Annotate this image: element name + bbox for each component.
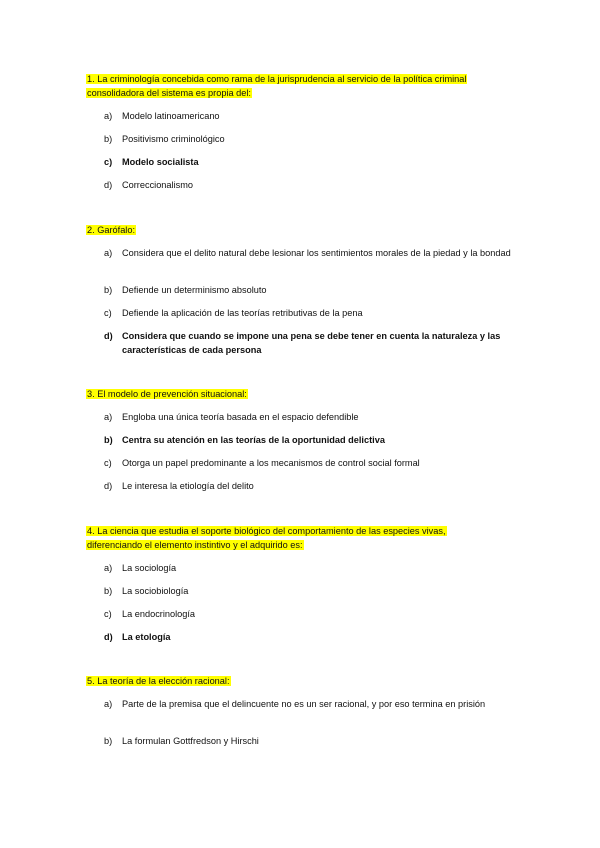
option-letter: b) xyxy=(104,435,113,445)
answer-option xyxy=(86,479,526,493)
option-text: La formulan Gottfredson y Hirschi xyxy=(122,736,259,746)
option-text: Modelo latinoamericano xyxy=(122,111,220,121)
option-text: Centra su atención en las teorías de la oportunidad delictiva xyxy=(122,435,385,445)
option-text: La etología xyxy=(122,632,171,642)
option-letter: d) xyxy=(104,481,113,491)
option-text: Defiende un determinismo absoluto xyxy=(122,285,267,295)
option-letter: b) xyxy=(104,736,113,746)
question-1 xyxy=(86,72,526,196)
option-letter: c) xyxy=(104,609,112,619)
question-title xyxy=(86,674,526,688)
option-text: Parte de la premisa que el delincuente no es un ser racional, y por eso termina en prisión xyxy=(122,699,486,709)
question-title-line: 5. La teoría de la elección racional: xyxy=(87,676,230,686)
option-text: La sociobiología xyxy=(122,586,189,596)
answer-option xyxy=(86,283,526,297)
question-title-line: diferenciando el elemento instintivo y el adquirido es: xyxy=(87,540,303,550)
option-letter: d) xyxy=(104,632,113,642)
answer-option-correct xyxy=(86,630,526,644)
question-title xyxy=(86,524,526,552)
option-letter: a) xyxy=(104,699,113,709)
option-text: Otorga un papel predominante a los mecanismos de control social formal xyxy=(122,458,420,468)
option-text: Engloba una única teoría basada en el espacio defendible xyxy=(122,412,359,422)
answer-option-correct xyxy=(86,329,526,357)
question-4 xyxy=(86,524,526,648)
question-title-line: 1. La criminología concebida como rama de la jurisprudencia al servicio de la política criminal xyxy=(87,74,467,84)
option-letter: c) xyxy=(104,308,112,318)
option-letter: a) xyxy=(104,412,113,422)
option-text: Positivismo criminológico xyxy=(122,134,225,144)
answer-option xyxy=(86,456,526,470)
answer-option xyxy=(86,584,526,598)
answer-option xyxy=(86,132,526,146)
answer-option xyxy=(86,178,526,192)
question-title xyxy=(86,387,526,401)
answer-option xyxy=(86,410,526,424)
answer-option xyxy=(86,561,526,575)
answer-option xyxy=(86,697,526,711)
question-title xyxy=(86,223,526,237)
option-text: La endocrinología xyxy=(122,609,196,619)
question-title-line: 4. La ciencia que estudia el soporte biológico del comportamiento de las especies vivas, xyxy=(87,526,446,536)
option-letter: c) xyxy=(104,157,113,167)
option-text: Defiende la aplicación de las teorías retributivas de la pena xyxy=(122,308,363,318)
option-text: Considera que el delito natural debe lesionar los sentimientos morales de la piedad y la bondad xyxy=(122,248,511,258)
answer-option-correct xyxy=(86,433,526,447)
option-letter: c) xyxy=(104,458,112,468)
option-letter: b) xyxy=(104,586,113,596)
question-title-line: consolidadora del sistema es propia del: xyxy=(87,88,251,98)
option-text: Le interesa la etiología del delito xyxy=(122,481,254,491)
question-title-line: 2. Garófalo: xyxy=(87,225,136,235)
option-text: Modelo socialista xyxy=(122,157,199,167)
option-letter: a) xyxy=(104,248,113,258)
question-2 xyxy=(86,223,526,361)
option-letter: a) xyxy=(104,563,113,573)
question-5 xyxy=(86,674,526,764)
answer-option xyxy=(86,734,526,748)
option-letter: b) xyxy=(104,134,113,144)
question-3 xyxy=(86,387,526,497)
answer-option xyxy=(86,306,526,320)
answer-option-correct xyxy=(86,155,526,169)
option-letter: d) xyxy=(104,180,113,190)
answer-option xyxy=(86,109,526,123)
answer-option xyxy=(86,246,526,260)
question-title xyxy=(86,72,526,100)
option-letter: a) xyxy=(104,111,113,121)
question-title-line: 3. El modelo de prevención situacional: xyxy=(87,389,247,399)
option-text: Considera que cuando se impone una pena se debe tener en cuenta la naturaleza y las características de cada persona xyxy=(122,331,501,355)
option-text: Correccionalismo xyxy=(122,180,193,190)
option-text: La sociología xyxy=(122,563,177,573)
option-letter: b) xyxy=(104,285,113,295)
option-letter: d) xyxy=(104,331,113,341)
answer-option xyxy=(86,607,526,621)
